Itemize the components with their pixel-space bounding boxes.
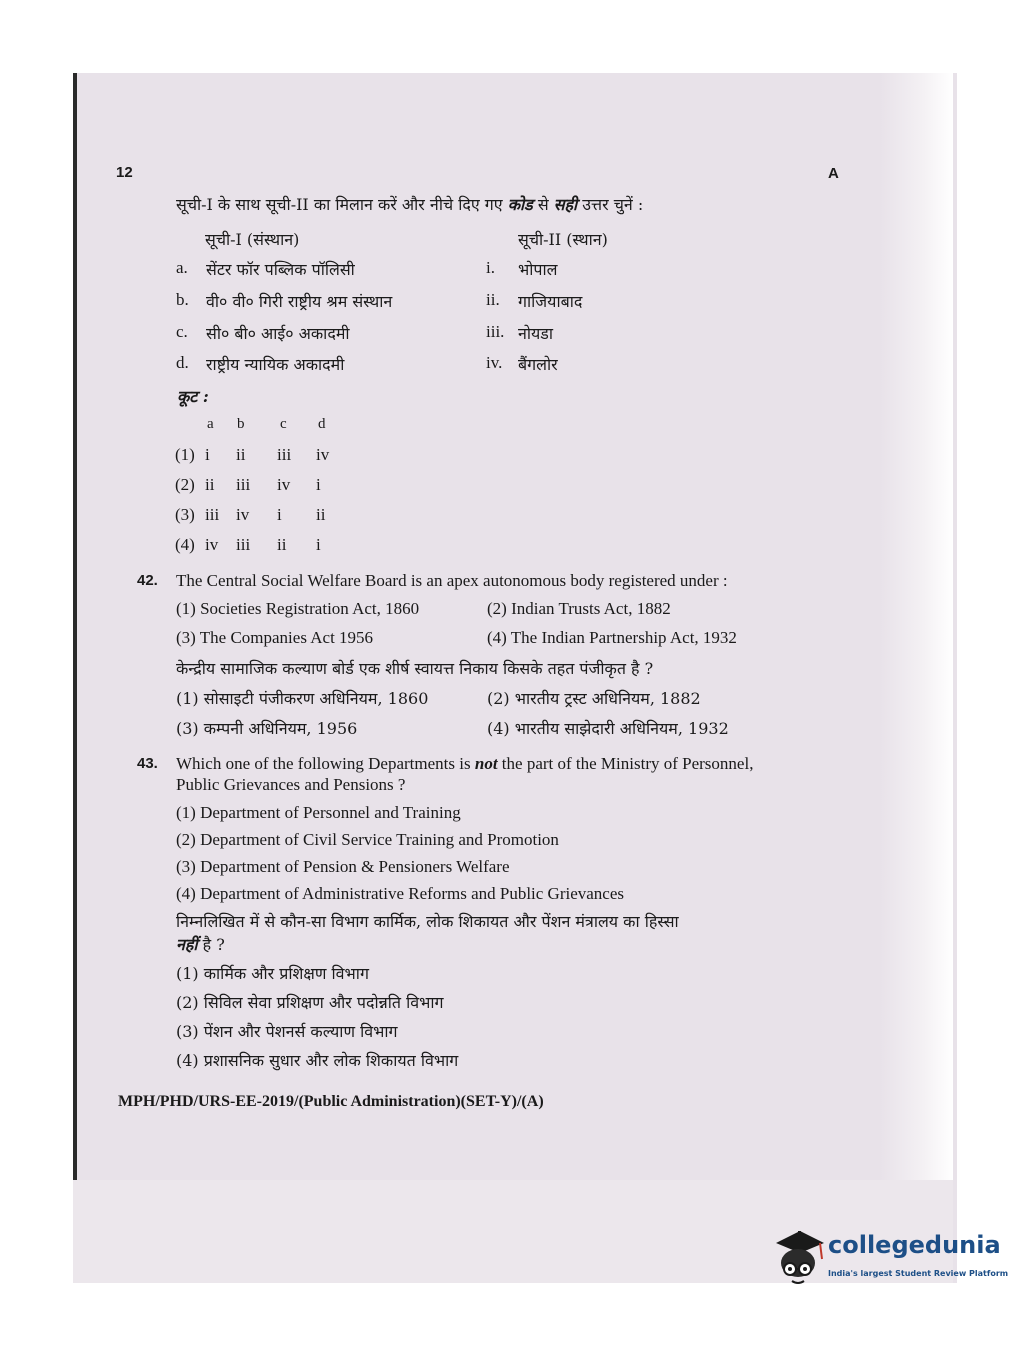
- code-label: कूट :: [177, 387, 209, 406]
- q43-option-en: (2) Department of Civil Service Training and Promotion: [176, 830, 559, 849]
- list2-item: बैंगलोर: [518, 355, 558, 374]
- list2-label: ii.: [486, 290, 500, 309]
- q41-instruction-pre: सूची-I के साथ सूची-II का मिलान करें और नीचे दिए गए: [176, 195, 508, 214]
- code-value: i: [316, 475, 321, 494]
- page-number: 12: [116, 164, 133, 181]
- list2-label: i.: [486, 258, 495, 277]
- q43-option-en: (3) Department of Pension & Pensioners Welfare: [176, 857, 510, 876]
- code-row-number: (1): [175, 445, 195, 464]
- code-value: iii: [205, 505, 220, 524]
- q42-option-hi: (1) सोसाइटी पंजीकरण अधिनियम, 1860: [176, 689, 429, 708]
- code-value: iv: [316, 445, 330, 464]
- code-value: ii: [316, 505, 326, 524]
- code-row-number: (4): [175, 535, 195, 554]
- footer-code: MPH/PHD/URS-EE-2019/(Public Administration)(SET-Y)/(A): [118, 1093, 544, 1110]
- list2-item: भोपाल: [518, 260, 558, 279]
- q43-option-hi: (2) सिविल सेवा प्रशिक्षण और पदोन्नति विभाग: [176, 993, 444, 1012]
- list2-item: नोयडा: [518, 324, 554, 343]
- list2-label: iv.: [486, 353, 503, 372]
- code-value: iii: [236, 535, 251, 554]
- list1-label: b.: [176, 290, 189, 309]
- q43-question-hi-end: है ?: [197, 935, 225, 954]
- code-value: iv: [236, 505, 250, 524]
- q43-question-en-line2: Public Grievances and Pensions ?: [176, 775, 406, 794]
- q42-option-en: (1) Societies Registration Act, 1860: [176, 599, 420, 618]
- code-value: i: [316, 535, 321, 554]
- list2-item: गाजियाबाद: [518, 292, 583, 311]
- q43-question-en: [176, 754, 753, 774]
- q43-question-en-not: not: [474, 754, 498, 773]
- list2-header: सूची-II (स्थान): [518, 230, 608, 249]
- code-header: c: [280, 416, 287, 432]
- q43-question-hi-not: नहीं: [176, 935, 198, 954]
- code-value: ii: [236, 445, 246, 464]
- list2-label: iii.: [486, 322, 505, 341]
- q42-option-hi: (2) भारतीय ट्रस्ट अधिनियम, 1882: [487, 689, 701, 708]
- q42-option-hi: (3) कम्पनी अधिनियम, 1956: [176, 719, 358, 738]
- list1-label: a.: [176, 258, 188, 277]
- code-value: ii: [277, 535, 287, 554]
- code-value: i: [277, 505, 282, 524]
- code-header: d: [318, 416, 326, 432]
- code-header: b: [237, 416, 245, 432]
- code-header: a: [207, 416, 214, 432]
- q43-question-hi-line2: [176, 933, 225, 955]
- code-value: ii: [205, 475, 215, 494]
- collegedunia-logo[interactable]: [770, 1225, 1009, 1305]
- list1-header: सूची-I (संस्थान): [205, 230, 300, 249]
- list1-label: d.: [176, 353, 189, 372]
- code-value: iii: [277, 445, 292, 464]
- q43-question-en-post: the part of the Ministry of Personnel,: [497, 754, 754, 773]
- q42-option-en: (2) Indian Trusts Act, 1882: [487, 599, 671, 618]
- q41-instruction-mid: से: [532, 195, 554, 214]
- code-row-number: (3): [175, 505, 195, 524]
- list1-item: वी० वी० गिरी राष्ट्रीय श्रम संस्थान: [206, 292, 393, 311]
- list1-item: राष्ट्रीय न्यायिक अकादमी: [206, 355, 345, 374]
- q42-number: 42.: [137, 572, 158, 589]
- q42-question-hi: केन्द्रीय सामाजिक कल्याण बोर्ड एक शीर्ष स्वायत्त निकाय किसके तहत पंजीकृत है ?: [176, 659, 654, 678]
- mascot-icon: [770, 1225, 826, 1305]
- list1-item: सी० बी० आई० अकादमी: [206, 324, 350, 343]
- code-value: iv: [205, 535, 219, 554]
- q43-option-en: (1) Department of Personnel and Training: [176, 803, 461, 822]
- q42-option-en: (4) The Indian Partnership Act, 1932: [487, 628, 737, 647]
- q43-option-hi: (3) पेंशन और पेशनर्स कल्याण विभाग: [176, 1022, 398, 1041]
- set-letter: A: [828, 165, 839, 182]
- q43-option-hi: (1) कार्मिक और प्रशिक्षण विभाग: [176, 964, 369, 983]
- logo-name: collegedunia: [828, 1231, 1001, 1259]
- q41-instruction-code: कोड: [507, 195, 533, 214]
- code-value: iv: [277, 475, 291, 494]
- page-edge-shadow: [880, 73, 953, 1283]
- q43-question-en-pre: Which one of the following Departments is: [176, 754, 475, 773]
- list1-item: सेंटर फॉर पब्लिक पॉलिसी: [206, 260, 355, 279]
- q41-instruction-post: उत्तर चुनें :: [577, 195, 644, 214]
- q43-number: 43.: [137, 755, 158, 772]
- list1-label: c.: [176, 322, 188, 341]
- q42-question-en: The Central Social Welfare Board is an apex autonomous body registered under :: [176, 571, 728, 590]
- q43-option-en: (4) Department of Administrative Reforms and Public Grievances: [176, 884, 625, 903]
- code-row-number: (2): [175, 475, 195, 494]
- q42-option-hi: (4) भारतीय साझेदारी अधिनियम, 1932: [487, 719, 729, 738]
- q42-option-en: (3) The Companies Act 1956: [176, 628, 374, 647]
- code-value: iii: [236, 475, 251, 494]
- q41-instruction-correct: सही: [553, 195, 578, 214]
- logo-tagline: India's largest Student Review Platform: [828, 1269, 1009, 1278]
- code-value: i: [205, 445, 210, 464]
- q41-instruction: [176, 193, 643, 215]
- q43-option-hi: (4) प्रशासनिक सुधार और लोक शिकायत विभाग: [176, 1051, 459, 1070]
- q43-question-hi-line1: निम्नलिखित में से कौन-सा विभाग कार्मिक, लोक शिकायत और पेंशन मंत्रालय का हिस्सा: [176, 912, 679, 931]
